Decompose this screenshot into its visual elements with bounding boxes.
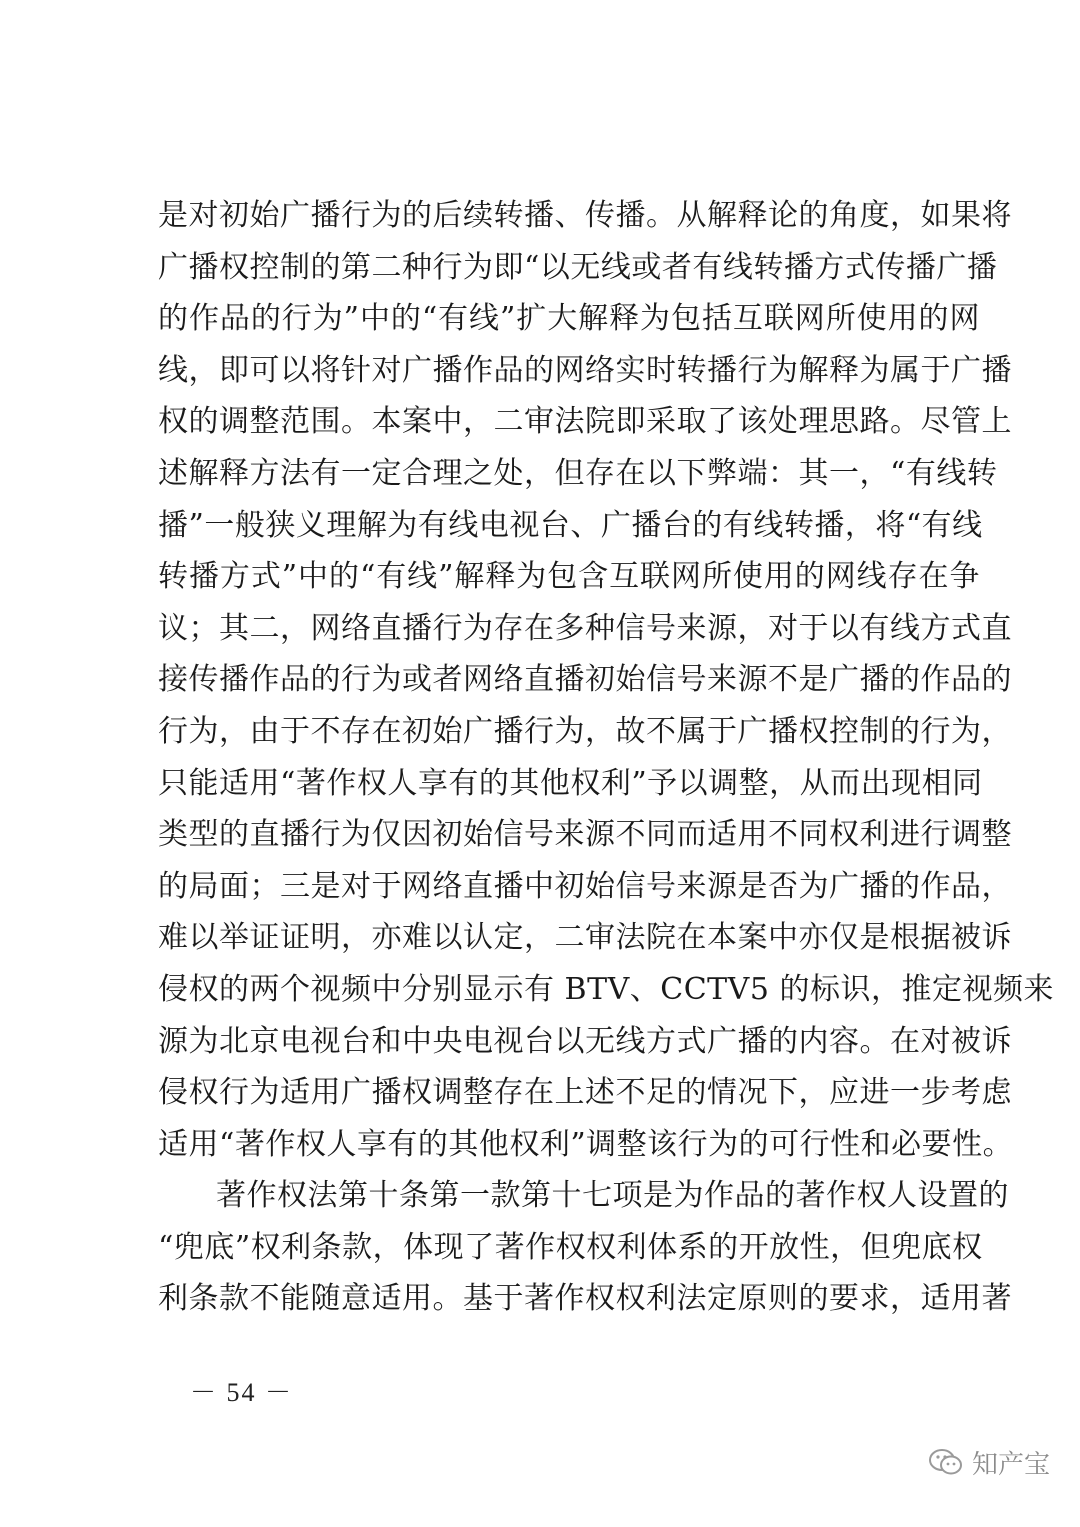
text-line: 的作品的行为”中的“有线”扩大解释为包括互联网所使用的网 <box>158 301 980 337</box>
text-line: 适用“著作权人享有的其他权利”调整该行为的可行性和必要性。 <box>158 1126 1014 1162</box>
wechat-official-account-icon <box>928 1447 964 1477</box>
text-line: 广播权控制的第二种行为即“以无线或者有线转播方式传播广播 <box>158 249 998 285</box>
document-body <box>158 190 1054 1325</box>
text-line: 权的调整范围。本案中，二审法院即采取了该处理思路。尽管上 <box>158 404 1012 440</box>
text-line: 行为，由于不存在初始广播行为，故不属于广播权控制的行为， <box>158 713 1012 749</box>
text-line: 只能适用“著作权人享有的其他权利”予以调整，从而出现相同 <box>158 765 983 801</box>
text-line: 线，即可以将针对广播作品的网络实时转播行为解释为属于广播 <box>158 352 1012 388</box>
text-line: 源为北京电视台和中央电视台以无线方式广播的内容。在对被诉 <box>158 1023 1012 1059</box>
text-line: 是对初始广播行为的后续转播、传播。从解释论的角度，如果将 <box>158 198 1012 233</box>
text-line: 侵权的两个视频中分别显示有 BTV、CCTV5 的标识，推定视频来 <box>158 971 1054 1007</box>
paragraph-2 <box>158 1170 1012 1325</box>
text-line: 类型的直播行为仅因初始信号来源不同而适用不同权利进行调整 <box>158 817 1012 853</box>
text-line: 利条款不能随意适用。基于著作权权利法定原则的要求，适用著 <box>158 1281 1012 1317</box>
watermark-label: 知产宝 <box>972 1449 1051 1480</box>
watermark <box>928 1442 1050 1482</box>
paragraph-1 <box>158 190 1054 1170</box>
text-line: 难以举证证明，亦难以认定，二审法院在本案中亦仅是根据被诉 <box>158 920 1012 956</box>
text-line: 的局面；三是对于网络直播中初始信号来源是否为广播的作品， <box>158 868 1012 904</box>
text-line: 接传播作品的行为或者网络直播初始信号来源不是广播的作品的 <box>158 662 1012 698</box>
text-line: 述解释方法有一定合理之处，但存在以下弊端：其一，“有线转 <box>158 455 998 491</box>
text-line: 侵权行为适用广播权调整存在上述不足的情况下，应进一步考虑 <box>158 1075 1012 1111</box>
text-line: 播”一般狭义理解为有线电视台、广播台的有线转播，将“有线 <box>158 507 983 543</box>
text-line: 著作权法第十条第一款第十七项是为作品的著作权人设置的 <box>216 1178 1009 1214</box>
page-number: － 54 － <box>190 1378 294 1407</box>
text-line: “兜底”权利条款，体现了著作权权利体系的开放性，但兜底权 <box>158 1229 983 1265</box>
text-line: 转播方式”中的“有线”解释为包含互联网所使用的网线存在争 <box>158 559 980 595</box>
text-line: 议；其二，网络直播行为存在多种信号来源，对于以有线方式直 <box>158 610 1012 646</box>
